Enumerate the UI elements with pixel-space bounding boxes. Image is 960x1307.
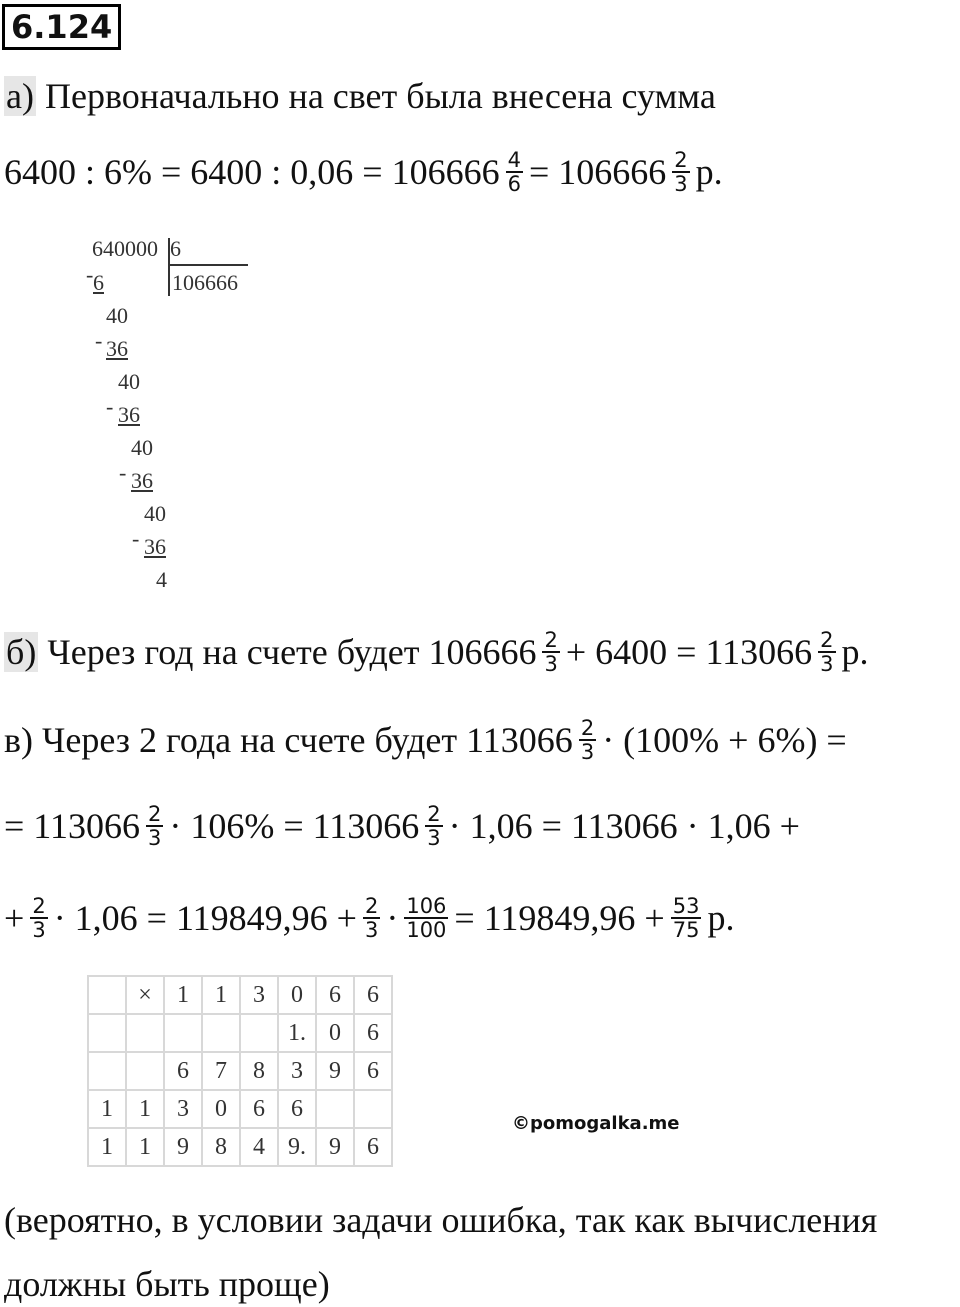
fraction-denominator: 75 bbox=[672, 917, 700, 942]
ld-minus-sign: - bbox=[95, 328, 103, 353]
grid-cell: 6 bbox=[240, 1090, 278, 1128]
grid-cell: 1 bbox=[126, 1128, 164, 1166]
ld-step: 40 bbox=[118, 369, 140, 394]
ld-step: 36 bbox=[118, 402, 140, 427]
multiplication-grid bbox=[87, 975, 393, 1167]
part-a-eq-part3: р. bbox=[695, 152, 723, 192]
ld-step: 40 bbox=[144, 501, 166, 526]
fraction-numerator: 2 bbox=[147, 801, 162, 826]
part-c-text: · 1,06 = 113066 · 1,06 + bbox=[448, 806, 800, 846]
part-c-text: р. bbox=[707, 898, 735, 938]
part-c-text: · bbox=[386, 898, 399, 938]
grid-cell: 1 bbox=[88, 1090, 126, 1128]
grid-cell: 9. bbox=[278, 1128, 316, 1166]
part-c-text: · 106% = 113066 bbox=[169, 806, 420, 846]
grid-cell: 7 bbox=[202, 1052, 240, 1090]
grid-cell bbox=[88, 1014, 126, 1052]
ld-dividend: 640000 bbox=[92, 236, 158, 261]
fraction-2-3 bbox=[672, 149, 689, 195]
grid-cell: × bbox=[126, 976, 164, 1014]
grid-cell: 9 bbox=[164, 1128, 202, 1166]
fraction-denominator: 3 bbox=[32, 917, 46, 942]
grid-cell: 3 bbox=[164, 1090, 202, 1128]
fraction-2-3 bbox=[363, 895, 380, 941]
grid-cell: 3 bbox=[240, 976, 278, 1014]
grid-cell: 4 bbox=[240, 1128, 278, 1166]
grid-cell: 0 bbox=[202, 1090, 240, 1128]
fraction-numerator: 2 bbox=[364, 893, 379, 918]
fraction-numerator: 2 bbox=[32, 893, 46, 918]
part-c-text: + bbox=[4, 898, 25, 938]
ld-minus-sign: - bbox=[86, 262, 94, 287]
note-line-2: должны быть проще) bbox=[4, 1264, 330, 1304]
fraction-2-3 bbox=[579, 717, 596, 763]
ld-minus-sign: - bbox=[119, 460, 127, 485]
part-c-text: · (100% + 6%) = bbox=[602, 720, 847, 760]
grid-row bbox=[88, 1090, 392, 1128]
ld-minus-sign: - bbox=[132, 526, 140, 551]
ld-step: 36 bbox=[106, 336, 128, 361]
problem-number: 6.124 bbox=[2, 4, 121, 50]
fraction-denominator: 100 bbox=[406, 917, 447, 942]
fraction-denominator: 3 bbox=[820, 651, 834, 676]
fraction-2-3 bbox=[425, 803, 442, 849]
fraction-denominator: 3 bbox=[674, 171, 688, 196]
grid-cell: 1. bbox=[278, 1014, 316, 1052]
grid-cell: 0 bbox=[316, 1014, 354, 1052]
grid-cell bbox=[126, 1052, 164, 1090]
ld-quotient: 106666 bbox=[172, 270, 238, 295]
grid-cell: 6 bbox=[354, 1128, 392, 1166]
fraction-2-3 bbox=[146, 803, 163, 849]
fraction-denominator: 6 bbox=[507, 171, 521, 196]
grid-cell bbox=[354, 1090, 392, 1128]
grid-cell: 1 bbox=[202, 976, 240, 1014]
part-c-text: Через 2 года на счете будет 113066 bbox=[33, 720, 573, 760]
grid-cell: 6 bbox=[354, 976, 392, 1014]
grid-cell: 1 bbox=[88, 1128, 126, 1166]
part-c-text: = 113066 bbox=[4, 806, 140, 846]
grid-cell: 8 bbox=[240, 1052, 278, 1090]
part-b-equation bbox=[4, 627, 869, 679]
grid-cell bbox=[240, 1014, 278, 1052]
ld-step: 40 bbox=[131, 435, 153, 460]
ld-step: 6 bbox=[93, 270, 104, 295]
fraction-2-3 bbox=[30, 895, 47, 941]
ld-minus-sign: - bbox=[106, 394, 114, 419]
fraction-denominator: 3 bbox=[544, 651, 558, 676]
part-a-label: а) bbox=[6, 76, 34, 116]
part-a-intro bbox=[4, 76, 716, 116]
grid-cell: 6 bbox=[354, 1014, 392, 1052]
grid-row bbox=[88, 976, 392, 1014]
fraction-106-100 bbox=[404, 895, 448, 941]
grid-row bbox=[88, 1052, 392, 1090]
part-b-part2: + 6400 = 113066 bbox=[565, 632, 813, 672]
fraction-53-75 bbox=[671, 895, 702, 941]
ld-step: 36 bbox=[144, 534, 166, 559]
grid-cell: 6 bbox=[164, 1052, 202, 1090]
fraction-numerator: 2 bbox=[427, 801, 441, 826]
ld-step: 40 bbox=[106, 303, 128, 328]
fraction-numerator: 2 bbox=[544, 627, 558, 652]
grid-row bbox=[88, 1128, 392, 1166]
fraction-numerator: 2 bbox=[580, 715, 595, 740]
grid-cell: 1 bbox=[126, 1090, 164, 1128]
grid-cell: 0 bbox=[278, 976, 316, 1014]
fraction-denominator: 3 bbox=[147, 825, 162, 850]
part-b-part1: Через год на счете будет 106666 bbox=[38, 632, 537, 672]
fraction-numerator: 53 bbox=[672, 893, 700, 918]
part-b-part3: р. bbox=[841, 632, 869, 672]
ld-step: 36 bbox=[131, 468, 153, 493]
fraction-2-3 bbox=[542, 629, 559, 675]
grid-cell: 6 bbox=[316, 976, 354, 1014]
part-c-text: · 1,06 = 119849,96 + bbox=[53, 898, 357, 938]
part-a-eq-part2: = 106666 bbox=[528, 152, 667, 192]
part-c-label: в) bbox=[4, 720, 33, 760]
grid-cell: 6 bbox=[278, 1090, 316, 1128]
part-c-text: = 119849,96 + bbox=[454, 898, 665, 938]
fraction-2-3 bbox=[818, 629, 835, 675]
fraction-denominator: 3 bbox=[364, 917, 379, 942]
note-line-1: (вероятно, в условии задачи ошибка, так как вычисления bbox=[4, 1200, 878, 1240]
grid-cell: 1 bbox=[164, 976, 202, 1014]
grid-cell: 9 bbox=[316, 1128, 354, 1166]
grid-cell bbox=[88, 976, 126, 1014]
ld-remainder: 4 bbox=[156, 567, 167, 592]
part-c-line-2 bbox=[4, 801, 800, 853]
part-c-line-3 bbox=[4, 893, 735, 945]
ld-divider-horizontal bbox=[168, 264, 248, 266]
ld-divider-vertical bbox=[168, 238, 170, 296]
grid-cell: 8 bbox=[202, 1128, 240, 1166]
part-a-eq-part1: 6400 : 6% = 6400 : 0,06 = 106666 bbox=[4, 152, 500, 192]
fraction-numerator: 106 bbox=[406, 893, 447, 918]
fraction-denominator: 3 bbox=[427, 825, 441, 850]
fraction-numerator: 2 bbox=[674, 147, 688, 172]
grid-cell bbox=[88, 1052, 126, 1090]
grid-cell bbox=[126, 1014, 164, 1052]
watermark: ©pomogalka.me bbox=[512, 1113, 680, 1134]
fraction-numerator: 4 bbox=[507, 147, 521, 172]
part-a-equation bbox=[4, 147, 723, 199]
part-c-line-1 bbox=[4, 715, 847, 767]
fraction-denominator: 3 bbox=[580, 739, 595, 764]
grid-row bbox=[88, 1014, 392, 1052]
grid-cell bbox=[316, 1090, 354, 1128]
grid-cell bbox=[164, 1014, 202, 1052]
grid-cell: 3 bbox=[278, 1052, 316, 1090]
part-b-label: б) bbox=[6, 632, 37, 672]
part-a-text: Первоначально на свет была внесена сумма bbox=[35, 76, 716, 116]
grid-cell: 9 bbox=[316, 1052, 354, 1090]
ld-divisor: 6 bbox=[170, 236, 181, 261]
grid-cell: 6 bbox=[354, 1052, 392, 1090]
grid-cell bbox=[202, 1014, 240, 1052]
fraction-4-6 bbox=[506, 149, 523, 195]
fraction-numerator: 2 bbox=[820, 627, 834, 652]
